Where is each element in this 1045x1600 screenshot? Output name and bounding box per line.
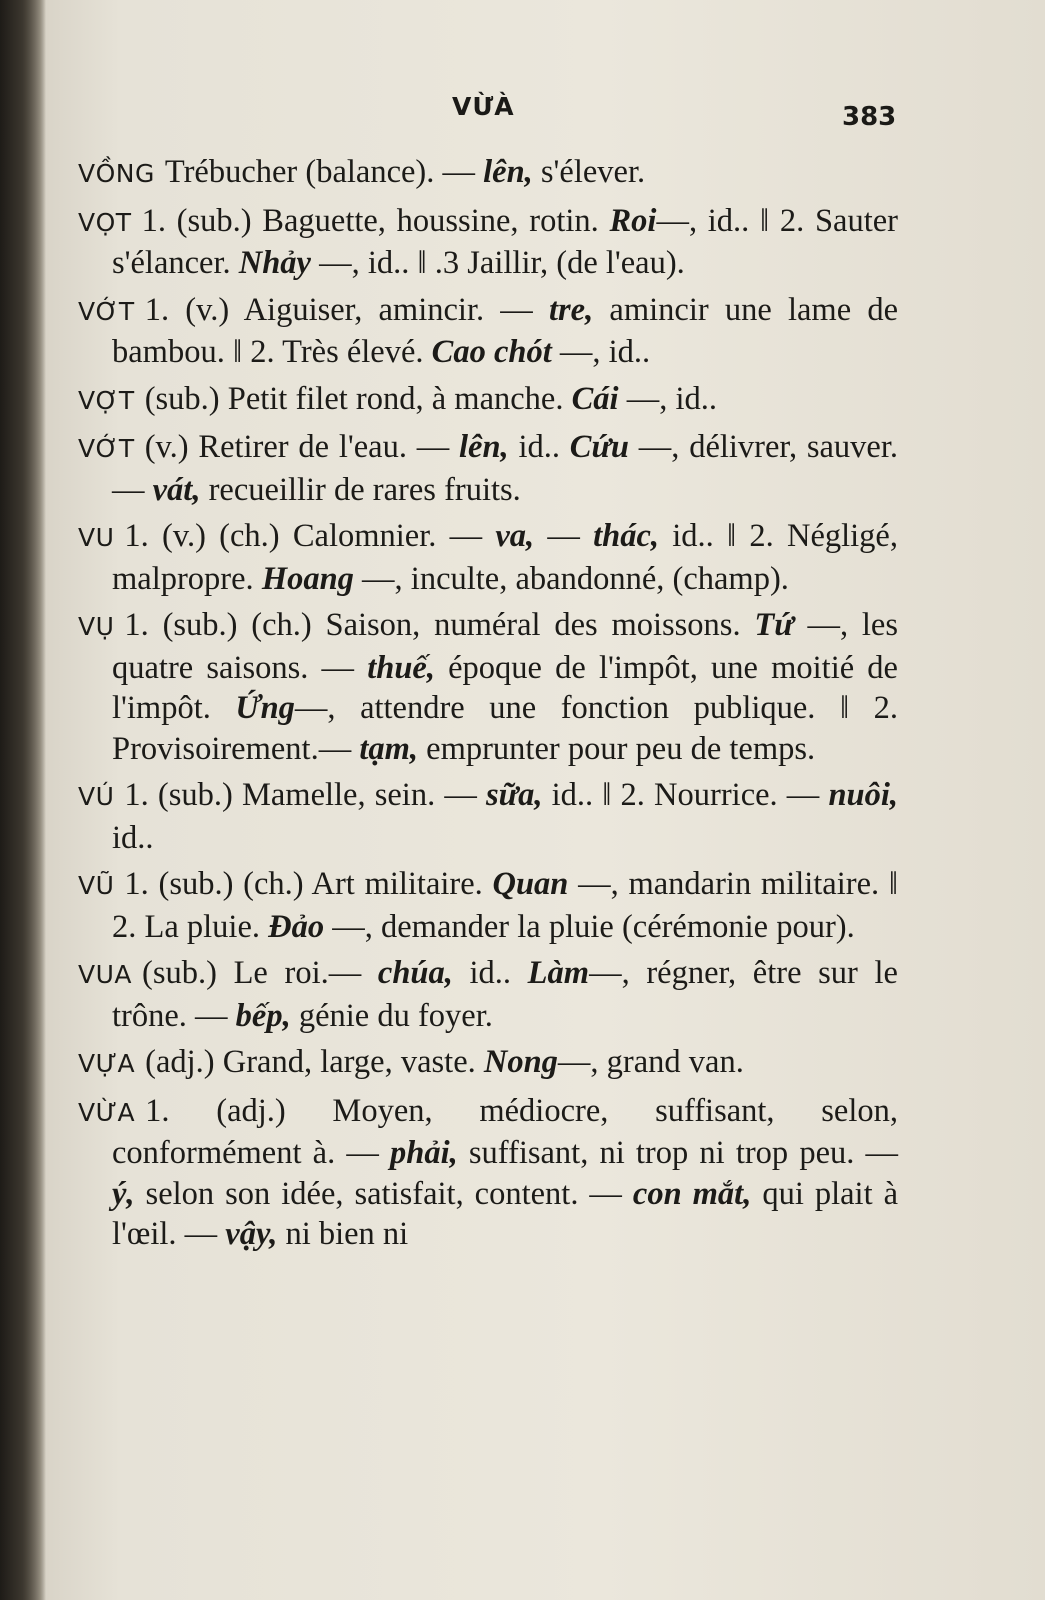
entry-headword: VỰA xyxy=(78,1049,136,1078)
entry-definition: suffisant, ni trop ni trop peu. — xyxy=(457,1135,899,1171)
dictionary-entry xyxy=(78,290,898,373)
entry-example: vậy, xyxy=(225,1216,278,1252)
entry-example: Quan xyxy=(492,866,569,902)
entry-headword: VỤ xyxy=(78,612,115,641)
entry-definition: —, demander la pluie (cérémonie pour). xyxy=(324,908,855,945)
entry-example: tạm, xyxy=(359,730,419,767)
entry-example: thuế, xyxy=(367,649,435,686)
page-number: 383 xyxy=(842,102,897,132)
entry-definition: id.. xyxy=(452,955,528,991)
entry-headword: VỚT xyxy=(78,434,135,463)
entry-definition: 1. (v.) (ch.) Calomnier. — xyxy=(124,518,496,554)
entry-example: Đảo xyxy=(268,908,325,945)
entry-example: thác, xyxy=(593,518,660,554)
entry-definition: —, régner, être sur le trône. — xyxy=(112,955,898,1034)
dictionary-entry xyxy=(78,1091,898,1255)
entry-example: chúa, xyxy=(377,955,453,991)
entry-example: phải, xyxy=(390,1135,458,1171)
entry-example: Roi xyxy=(609,202,657,239)
entry-example: bếp, xyxy=(235,997,291,1034)
entry-definition: emprunter pour peu de temps. xyxy=(418,730,816,767)
book-gutter xyxy=(0,0,46,1600)
entry-definition: id.. ‖ 2. Négligé, malpropre. xyxy=(112,518,898,597)
entry-definition: qui plait à l'œil. — xyxy=(112,1175,898,1252)
entry-definition: 1. (sub.) Mamelle, sein. — xyxy=(124,777,486,813)
entry-definition: —, id.. ‖ 2. Sauter s'élancer. xyxy=(112,202,898,281)
entry-definition: —, id.. xyxy=(551,334,651,370)
entry-example: ý, xyxy=(112,1175,135,1212)
entry-definition: —, les quatre saisons. — xyxy=(112,607,898,686)
entry-headword: VỢT xyxy=(78,385,135,415)
entry-example: Tứ xyxy=(754,607,794,643)
entry-definition: 1. (sub.) (ch.) Art militaire. xyxy=(124,866,493,902)
dictionary-entry xyxy=(78,427,898,510)
dictionary-entry xyxy=(78,152,898,195)
entry-example: sữa, xyxy=(485,777,543,813)
entry-headword: VU xyxy=(78,523,115,552)
entry-example: tre, xyxy=(548,291,594,328)
running-head: VỪÀ xyxy=(452,92,515,121)
entry-definition: —, grand van. xyxy=(557,1044,744,1080)
entry-example: Làm xyxy=(527,955,590,991)
entry-example: Cứu xyxy=(569,429,630,465)
dictionary-entry xyxy=(78,605,898,769)
entry-definition: s'élever. xyxy=(532,154,646,190)
entry-definition: 1. (sub.) Baguette, houssine, rotin. xyxy=(141,202,610,239)
entry-headword: VỚT xyxy=(78,296,135,326)
entry-definition: (v.) Retirer de l'eau. — xyxy=(144,429,460,465)
entry-definition: selon son idée, satisfait, content. — xyxy=(134,1175,633,1212)
entry-example: Hoang xyxy=(261,560,354,597)
entry-example: Cái xyxy=(571,380,619,417)
entry-example: lên, xyxy=(483,154,533,190)
entry-headword: VUA xyxy=(78,960,133,989)
entry-definition: 1. (adj.) Moyen, médiocre, suffisant, selon, conformément à. — xyxy=(112,1092,898,1171)
entry-definition: génie du foyer. xyxy=(290,997,493,1034)
dictionary-entry xyxy=(78,516,898,599)
entry-definition: (adj.) Grand, large, vaste. xyxy=(145,1044,484,1080)
entry-definition: —, mandarin militaire. ‖ 2. La pluie. xyxy=(112,866,898,945)
entry-headword: VŨ xyxy=(78,871,115,900)
entry-headword: VỪA xyxy=(78,1097,136,1127)
entry-example: lên, xyxy=(459,429,509,465)
entry-definition: —, délivrer, sauver. — xyxy=(112,429,899,508)
entry-headword: VỒNG xyxy=(78,159,155,188)
entry-example: Nhảy xyxy=(238,245,311,281)
entry-example: Cao chót xyxy=(431,334,552,370)
dictionary-entry xyxy=(78,864,898,947)
entry-definition: —, attendre une fonction publique. ‖ 2. Provisoirement.— xyxy=(112,690,898,767)
entry-definition: (sub.) Petit filet rond, à manche. xyxy=(144,380,572,417)
entry-definition: époque de l'impôt, une moitié de l'impôt. xyxy=(112,649,898,726)
dictionary-entry xyxy=(78,953,898,1036)
entry-definition: recueillir de rares fruits. xyxy=(200,471,521,508)
entry-example: con mắt, xyxy=(632,1175,752,1212)
entry-definition: ni bien ni xyxy=(277,1216,409,1252)
dictionary-entry xyxy=(78,201,898,284)
entry-definition: — xyxy=(534,518,594,554)
entry-definition: —, id.. xyxy=(618,380,717,417)
entry-definition: amincir une lame de bambou. ‖ 2. Très élevé. xyxy=(112,291,898,370)
entry-headword: VÚ xyxy=(78,782,115,811)
page-header xyxy=(0,92,1045,132)
entry-definition: id.. xyxy=(508,429,570,465)
entry-definition: 1. (v.) Aiguiser, amincir. — xyxy=(144,291,549,328)
entry-definition: 1. (sub.) (ch.) Saison, numéral des moissons. xyxy=(124,607,755,643)
entry-example: Nong xyxy=(483,1044,558,1080)
entry-example: vát, xyxy=(152,471,201,508)
entry-definition: id.. xyxy=(112,819,154,856)
dictionary-entry xyxy=(78,775,898,858)
entry-definition: (sub.) Le roi.— xyxy=(142,955,378,991)
entry-definition: —, inculte, abandonné, (champ). xyxy=(353,560,789,597)
entry-example: Ứng xyxy=(235,690,295,726)
entry-example: va, xyxy=(495,518,535,554)
entry-headword: VỌT xyxy=(78,207,132,237)
entry-definition: id.. ‖ 2. Nourrice. — xyxy=(542,777,829,813)
entry-definition: Trébucher (balance). — xyxy=(164,154,484,190)
entry-example: nuôi, xyxy=(828,777,898,813)
dictionary-entry xyxy=(78,1042,898,1085)
dictionary-entry xyxy=(78,379,898,422)
dictionary-entries xyxy=(78,152,898,1261)
entry-definition: —, id.. ‖ .3 Jaillir, (de l'eau). xyxy=(311,245,685,281)
